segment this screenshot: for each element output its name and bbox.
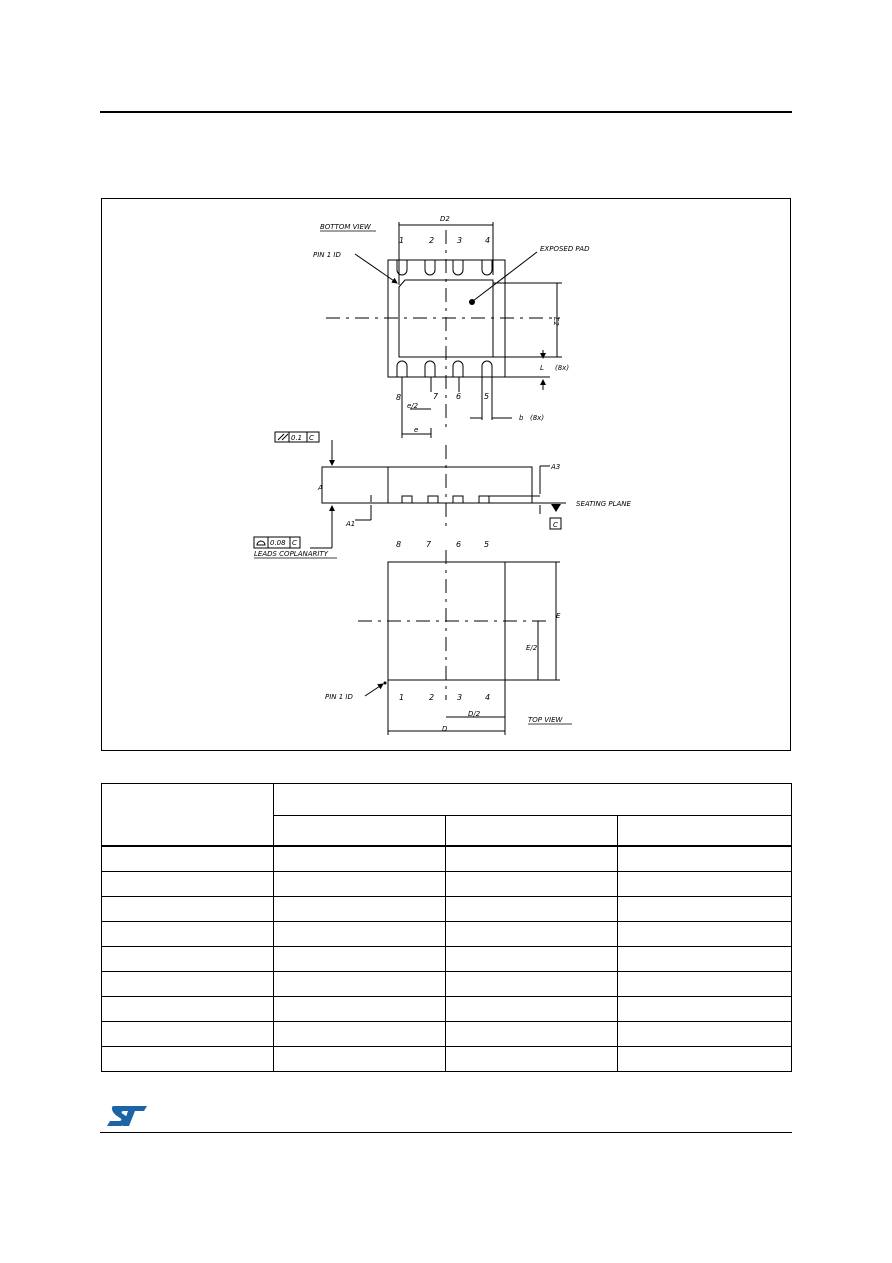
table-row — [102, 897, 792, 922]
table-header-cell — [274, 784, 792, 816]
dim-b: b — [519, 414, 524, 422]
parallelism-tolerance-frame — [275, 432, 319, 442]
leads-coplanarity-label: LEADS COPLANARITY — [254, 550, 328, 558]
pin-label: 5 — [484, 392, 490, 401]
pin-label: 3 — [457, 693, 463, 702]
exposed-pad-label: EXPOSED PAD — [540, 245, 590, 253]
table-row — [102, 972, 792, 997]
leads-top-row — [397, 260, 492, 275]
table-header-cell — [446, 816, 618, 847]
dim-d2: D2 — [440, 215, 450, 223]
bottom-view-label: BOTTOM VIEW — [320, 223, 371, 231]
pin-label: 8 — [396, 393, 402, 402]
seating-plane-label: SEATING PLANE — [576, 500, 631, 508]
pin-label: 4 — [485, 236, 491, 245]
dim-a: A — [318, 484, 323, 492]
table-row — [102, 1047, 792, 1072]
dim-e-top: E — [556, 612, 561, 620]
dim-a1: A1 — [346, 520, 356, 528]
pin-label: 5 — [484, 540, 490, 549]
dimensions-table — [101, 783, 792, 1072]
dim-d-top: D — [442, 725, 448, 733]
pin1-id-label: PIN 1 ID — [313, 251, 341, 259]
pin-label: 7 — [426, 540, 432, 549]
coplanarity-value: 0.08 — [270, 539, 286, 547]
st-logo — [106, 1104, 148, 1128]
dim-e: e — [414, 426, 419, 434]
dim-a3: A3 — [551, 463, 561, 471]
pin-label: 6 — [456, 392, 462, 401]
dim-e2: E2 — [552, 317, 560, 326]
dim-l-count: (8x) — [555, 364, 570, 372]
dim-d-half-top: D/2 — [468, 710, 481, 718]
exposed-pad-marker — [469, 299, 475, 305]
pin1-id-top-view: PIN 1 ID — [325, 693, 353, 701]
table-row — [102, 872, 792, 897]
bottom-view — [326, 222, 562, 438]
dim-b-count: (8x) — [530, 414, 545, 422]
table-header-cell — [274, 816, 446, 847]
pin-label: 3 — [457, 236, 463, 245]
top-view-label: TOP VIEW — [528, 716, 563, 724]
datum-c: C — [553, 521, 558, 529]
parallelism-datum: C — [309, 434, 314, 442]
pin-label: 6 — [456, 540, 462, 549]
coplanarity-tolerance-frame — [254, 537, 300, 548]
pin-label: 8 — [396, 540, 402, 549]
package-body-side — [322, 467, 532, 503]
dim-l: L — [540, 364, 544, 372]
pin-label: 2 — [429, 693, 435, 702]
pin-label: 2 — [429, 236, 435, 245]
leads-bottom-row — [397, 361, 492, 377]
parallelism-value: 0.1 — [291, 434, 303, 442]
dim-e-half-top: E/2 — [526, 644, 538, 652]
table-row — [102, 922, 792, 947]
pin-label: 1 — [399, 693, 405, 702]
dim-e-half: e/2 — [407, 402, 419, 410]
side-view — [310, 440, 566, 548]
pin-label: 4 — [485, 693, 491, 702]
table-header-cell — [102, 784, 274, 847]
pin-label: 7 — [433, 392, 439, 401]
table-row — [102, 947, 792, 972]
coplanarity-datum: C — [292, 539, 297, 547]
top-view — [358, 550, 560, 735]
table-header-cell — [618, 816, 792, 847]
footer-rule — [100, 1132, 792, 1133]
table-row — [102, 846, 792, 872]
pin-label: 1 — [399, 236, 405, 245]
datum-triangle-icon — [551, 504, 561, 512]
table-row — [102, 1022, 792, 1047]
table-row — [102, 997, 792, 1022]
